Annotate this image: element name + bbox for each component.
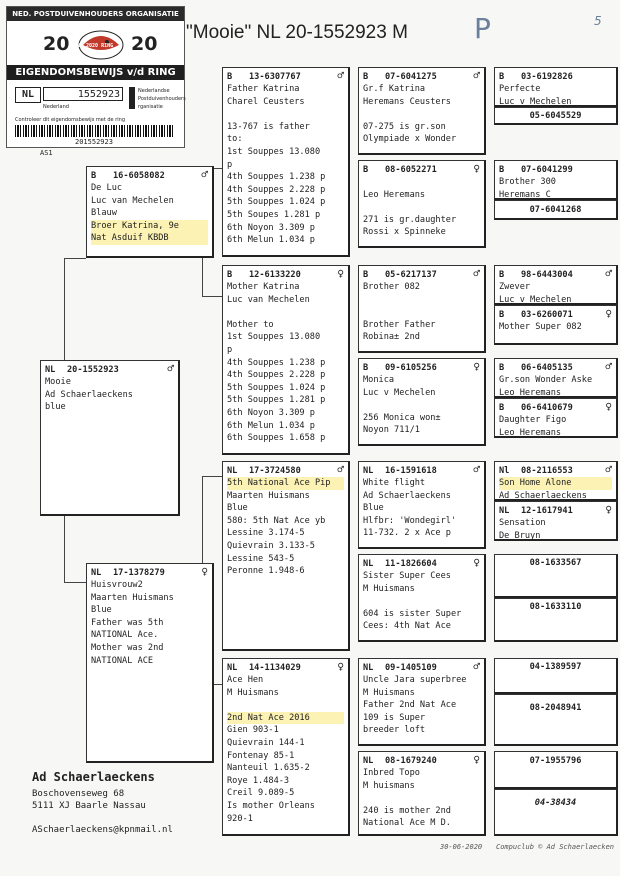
card-header <box>499 465 612 477</box>
card-line: 240 is mother 2nd <box>363 805 451 816</box>
card-line: Blue <box>91 605 112 616</box>
card-header <box>227 71 344 83</box>
card-line: Luc v Mechelen <box>499 96 572 107</box>
country-code: B <box>227 270 233 280</box>
stray-text: AS1 <box>40 149 53 157</box>
card-line: Heremans Ceusters <box>363 96 451 107</box>
card-header <box>363 755 480 767</box>
sticker-side-text <box>138 87 186 111</box>
card-line: Luc v Mechelen <box>499 294 572 305</box>
country-code: B <box>363 270 369 280</box>
connector <box>64 258 65 362</box>
software-credit: Compuclub © Ad Schaerlaecken <box>496 843 615 851</box>
sticker-year-right: 20 <box>131 33 158 55</box>
sticker-country: NL <box>15 87 41 103</box>
sex-icon: ♂ <box>473 267 480 280</box>
sex-icon: ♂ <box>167 362 174 375</box>
card-line: 13-767 is father <box>227 121 310 132</box>
ring-number: 07-6041299 <box>521 165 573 175</box>
card-header <box>363 269 480 281</box>
sticker-barcode-number: 201552923 <box>75 138 113 146</box>
card-line: Maarten Huismans <box>227 490 310 501</box>
ring-number: 20-1552923 <box>67 365 119 375</box>
card-line: Huisvrouw2 <box>91 580 143 590</box>
ring-number: 09-6105256 <box>385 363 437 373</box>
card-line <box>227 699 344 712</box>
sticker-banner: EIGENDOMSBEWIJS v/d RING <box>7 65 184 80</box>
connector <box>202 296 222 297</box>
ring-number: 06-6405135 <box>521 363 573 373</box>
country-code: B <box>499 165 505 175</box>
card-header <box>227 662 344 674</box>
ring-number: 08-1679240 <box>385 756 437 766</box>
card-line: Ad Schaerlaeckens <box>499 490 587 501</box>
sticker-ring-number: 1552923 <box>43 87 123 101</box>
ring-number: 12-6133220 <box>249 270 301 280</box>
ring-only-box <box>494 200 618 220</box>
card-line: Perfecte <box>499 84 541 94</box>
card-line: NATIONAL Ace. <box>91 630 159 641</box>
card-line <box>363 108 480 121</box>
card-line: Blue <box>227 503 248 514</box>
card-line: Inbred Topo <box>363 768 420 778</box>
pedigree-card-sds <box>358 265 486 353</box>
country-code: B <box>499 363 505 373</box>
pedigree-card-sss <box>358 67 486 155</box>
card-header <box>45 364 174 376</box>
card-header <box>499 402 612 414</box>
country-code: NL <box>363 466 374 476</box>
card-header <box>363 164 480 176</box>
pedigree-card-g9 <box>494 461 618 501</box>
ring-only-box <box>494 554 618 598</box>
card-line: to: <box>227 134 243 145</box>
card-line: Hlfbr: 'Wondegirl' <box>363 515 457 526</box>
ring-number: 05-6045529 <box>529 111 582 121</box>
card-line: M Huismans <box>227 687 279 698</box>
ring-number: 08-1633110 <box>529 602 582 612</box>
card-line: 07-275 is gr.son <box>363 121 446 132</box>
card-line: Daughter Figo <box>499 415 567 425</box>
card-line: M Huismans <box>363 583 415 594</box>
ring-number: 14-1134029 <box>249 663 301 673</box>
card-header <box>499 71 612 83</box>
card-line: M huismans <box>363 780 415 791</box>
ring-number: 05-6217137 <box>385 270 437 280</box>
pedigree-card-dss <box>358 461 486 549</box>
card-line: Is mother Orleans <box>227 800 315 811</box>
pedigree-card-g7 <box>494 358 618 398</box>
sex-icon: ♀ <box>605 503 612 516</box>
sex-icon: ♀ <box>605 400 612 413</box>
card-line: Father was 5th <box>91 617 164 628</box>
card-line: Cees: 4th Nat Ace <box>363 621 451 632</box>
card-line: Quievrain 144-1 <box>227 737 305 748</box>
card-line: Mother to <box>227 319 274 330</box>
pen-mark: P <box>474 12 491 45</box>
country-code: NL <box>363 559 374 569</box>
card-header <box>363 558 480 570</box>
card-line <box>363 201 480 214</box>
sticker-year-left: 20 <box>43 33 70 55</box>
card-line: Mother was 2nd <box>91 642 164 653</box>
card-line: Gr.f Katrina <box>363 84 426 94</box>
pedigree-card-g3 <box>494 160 618 200</box>
connector <box>64 516 65 582</box>
card-line: Brother 082 <box>363 282 420 292</box>
ring-number: 08-1633567 <box>529 558 582 568</box>
card-line: blue <box>45 402 66 413</box>
sex-icon: ♀ <box>473 162 480 175</box>
sex-icon: ♂ <box>605 360 612 373</box>
sex-icon: ♀ <box>337 267 344 280</box>
ring-number: 08-2116553 <box>521 466 573 476</box>
card-line: Nat Asduif KBDB <box>91 232 208 245</box>
card-line: Creil 9.089-5 <box>227 788 295 799</box>
card-line: Ace Hen <box>227 675 264 685</box>
ring-number: 16-6058082 <box>113 171 165 181</box>
card-line: 6th Souppes 1.658 p <box>227 433 326 444</box>
barcode <box>15 125 175 137</box>
ring-number: 07-6041275 <box>385 72 437 82</box>
card-header <box>499 309 612 321</box>
card-line: Mother Katrina <box>227 282 300 292</box>
card-line: Leo Heremans <box>499 427 562 438</box>
sex-icon: ♂ <box>473 660 480 673</box>
card-line: Lessine 3.174-5 <box>227 528 305 539</box>
card-header <box>227 269 344 281</box>
card-line: Brother Father <box>363 319 436 330</box>
corner-mark: 5 <box>594 14 602 28</box>
card-line: 6th Noyon 3.309 p <box>227 222 315 233</box>
card-line: Ad Schaerlaeckens <box>363 490 451 501</box>
sex-icon: ♂ <box>337 69 344 82</box>
card-line: Leo Heremans <box>363 189 426 200</box>
card-line: Monica <box>363 375 395 385</box>
card-header <box>363 362 480 374</box>
sticker-side-line: Nederlandse <box>138 88 170 94</box>
card-line: 109 is Super <box>363 712 426 723</box>
card-line: Quievrain 3.133-5 <box>227 540 315 551</box>
sex-icon: ♂ <box>605 267 612 280</box>
sex-icon: ♂ <box>605 463 612 476</box>
card-line: Broer Katrina, 9e <box>91 220 208 233</box>
card-header <box>227 465 344 477</box>
card-line: Mooie <box>45 377 71 387</box>
ring-number: 16-1591618 <box>385 466 437 476</box>
sticker-ring-label: NL 2020 RING <box>77 43 114 49</box>
pedigree-card-sire <box>86 166 214 258</box>
ring-number: 13-6307767 <box>249 72 301 82</box>
sex-icon: ♂ <box>201 168 208 181</box>
card-line: p <box>227 159 233 170</box>
card-line: p <box>227 344 233 355</box>
pedigree-card-ddd <box>358 751 486 836</box>
card-header <box>363 71 480 83</box>
ring-number: 03-6192826 <box>521 72 573 82</box>
card-line: 6th Noyon 3.309 p <box>227 407 315 418</box>
sticker-side-line: rganisatie <box>138 104 163 110</box>
ring-number: 06-6410679 <box>521 403 573 413</box>
ring-only-box <box>494 751 618 789</box>
card-line: 1st Souppes 13.080 <box>227 146 321 157</box>
country-code: Nl <box>499 466 510 476</box>
card-line: De Luc <box>91 183 123 193</box>
country-code: NL <box>499 506 510 516</box>
ring-certificate-sticker <box>6 6 185 148</box>
ring-number: 11-1826604 <box>385 559 437 569</box>
card-line: 1st Souppes 13.080 <box>227 332 321 343</box>
card-line <box>227 306 344 319</box>
ring-number: 03-6260071 <box>521 310 573 320</box>
country-code: NL <box>363 756 374 766</box>
card-header <box>499 164 612 176</box>
card-line: breeder loft <box>363 725 426 736</box>
card-line: 920-1 <box>227 813 253 824</box>
country-code: NL <box>45 365 56 375</box>
sticker-org: NED. POSTDUIVENHOUDERS ORGANISATIE <box>7 7 184 21</box>
ring-number: 04-1389597 <box>529 662 582 672</box>
pedigree-card-dd <box>222 658 350 836</box>
card-line: Nanteuil 1.635-2 <box>227 763 310 774</box>
country-code: B <box>363 165 369 175</box>
card-line: 5th Souppes 1.024 p <box>227 197 326 208</box>
card-line <box>363 176 480 189</box>
card-line: Ad Schaerlaeckens <box>45 389 133 400</box>
pedigree-card-sd <box>222 265 350 455</box>
sex-icon: ♀ <box>473 753 480 766</box>
ring-number: 07-1955796 <box>529 756 582 766</box>
country-code: B <box>91 171 97 181</box>
sex-icon: ♀ <box>473 556 480 569</box>
card-line: Luc van Mechelen <box>91 195 174 206</box>
card-line <box>363 595 480 608</box>
country-code: NL <box>91 568 102 578</box>
page-title: "Mooie" NL 20-1552923 M <box>186 22 408 43</box>
card-line <box>363 399 480 412</box>
card-header <box>363 662 480 674</box>
sex-icon: ♂ <box>473 69 480 82</box>
card-header <box>91 567 208 579</box>
card-line: Uncle Jara superbree <box>363 675 467 685</box>
card-line: 5th Souppes 1.024 p <box>227 382 326 393</box>
owner-email: ASchaerlaeckens@kpnmail.nl <box>32 825 173 835</box>
ring-only-box <box>494 694 618 746</box>
card-line: Brother 300 <box>499 177 556 187</box>
card-line: Son Home Alone <box>499 477 612 490</box>
card-line: 5th Souppes 1.281 p <box>227 395 326 406</box>
card-line: Blauw <box>91 208 117 219</box>
sex-icon: ♂ <box>337 463 344 476</box>
card-line: 6th Melun 1.034 p <box>227 420 315 431</box>
country-code: B <box>499 310 505 320</box>
country-code: NL <box>363 663 374 673</box>
pedigree-card-dds <box>358 658 486 746</box>
card-line: 4th Souppes 1.238 p <box>227 172 326 183</box>
card-line: Olympiade x Wonder <box>363 134 457 145</box>
card-line: Lessine 543-5 <box>227 553 295 564</box>
card-line: Father 2nd Nat Ace <box>363 700 457 711</box>
card-line: Fontenay 85-1 <box>227 750 295 761</box>
ring-number: 08-2048941 <box>529 703 582 713</box>
pedigree-card-dsd <box>358 554 486 642</box>
card-line: Gien 903-1 <box>227 725 279 736</box>
card-line: Luc van Mechelen <box>227 294 310 305</box>
ring-number: 04-38434 <box>534 798 577 808</box>
card-line: Gr.son Wonder Aske <box>499 375 593 385</box>
card-line <box>363 294 480 307</box>
sticker-nederland: Nederland <box>43 104 69 110</box>
sex-icon: ♀ <box>473 360 480 373</box>
pedigree-card-ss <box>222 67 350 257</box>
card-line: Luc v Mechelen <box>363 387 436 398</box>
country-code: NL <box>227 663 238 673</box>
card-line: NATIONAL ACE <box>91 655 154 666</box>
sticker-footer: Controleer dit eigendomsbewijs met de ring <box>15 117 126 123</box>
card-line: National Ace M D. <box>363 818 451 829</box>
ring-number: 09-1405109 <box>385 663 437 673</box>
sex-icon: ♂ <box>473 463 480 476</box>
card-line: Heremans C <box>499 189 551 200</box>
card-line <box>363 792 480 805</box>
ring-number: 17-1378279 <box>113 568 165 578</box>
card-line: 256 Monica won± <box>363 412 441 423</box>
ring-only-box <box>494 598 618 642</box>
country-code: B <box>363 72 369 82</box>
pedigree-card-dam <box>86 563 214 763</box>
owner-street: Boschovenseweg 68 <box>32 789 125 799</box>
country-code: B <box>499 403 505 413</box>
card-line: Charel Ceusters <box>227 96 305 107</box>
ring-number: 17-3724580 <box>249 466 301 476</box>
card-line: Peronne 1.948-6 <box>227 566 305 577</box>
ring-number: 08-6052271 <box>385 165 437 175</box>
card-line: Leo Heremans <box>499 387 562 398</box>
card-header <box>499 505 612 517</box>
sex-icon: ♀ <box>201 565 208 578</box>
country-code: B <box>363 363 369 373</box>
connector <box>64 258 86 259</box>
connector <box>202 476 222 477</box>
card-line: 4th Souppes 1.238 p <box>227 357 326 368</box>
owner-name: Ad Schaerlaeckens <box>32 770 155 784</box>
ring-only-box <box>494 789 618 836</box>
ring-number: 98-6443004 <box>521 270 573 280</box>
card-line: Robina± 2nd <box>363 332 420 343</box>
card-line: Mother Super 082 <box>499 322 582 332</box>
card-header <box>499 269 612 281</box>
card-header <box>363 465 480 477</box>
card-line: 6th Melun 1.034 p <box>227 235 315 246</box>
card-line: Rossi x Spinneke <box>363 227 446 238</box>
card-line: Blue <box>363 503 384 514</box>
ring-number: 12-1617941 <box>521 506 573 516</box>
card-line: Zwever <box>499 282 531 292</box>
country-code: B <box>227 72 233 82</box>
card-line: De Bruyn <box>499 530 541 541</box>
card-line <box>363 306 480 319</box>
card-line: 604 is sister Super <box>363 608 462 619</box>
ring-number: 07-6041268 <box>529 205 582 215</box>
print-date: 30-06-2020 <box>440 843 483 851</box>
card-line: Noyon 711/1 <box>363 425 420 436</box>
sex-icon: ♀ <box>337 660 344 673</box>
pedigree-card-subject <box>40 360 180 516</box>
card-line: Sensation <box>499 518 546 528</box>
country-code: B <box>499 72 505 82</box>
card-line: Sister Super Cees <box>363 571 451 581</box>
card-line <box>227 108 344 121</box>
sex-icon: ♀ <box>605 307 612 320</box>
card-line: Maarten Huismans <box>91 592 174 603</box>
pedigree-card-g5 <box>494 265 618 305</box>
card-header <box>499 362 612 374</box>
card-line: Roye 1.484-3 <box>227 775 290 786</box>
card-line: 5th Soupes 1.281 p <box>227 209 321 220</box>
card-line: 2nd Nat Ace 2016 <box>227 712 344 725</box>
country-code: B <box>499 270 505 280</box>
country-code: NL <box>227 466 238 476</box>
pedigree-card-g8 <box>494 398 618 438</box>
card-line: 11-732. 2 x Ace p <box>363 528 451 539</box>
pedigree-card-g6 <box>494 305 618 345</box>
card-line: 4th Souppes 2.228 p <box>227 370 326 381</box>
owner-city: 5111 XJ Baarle Nassau <box>32 801 146 811</box>
card-line: 271 is gr.daughter <box>363 214 457 225</box>
pedigree-card-ds <box>222 461 350 651</box>
sticker-side-mark <box>129 87 135 109</box>
connector <box>64 582 86 583</box>
pedigree-card-sdd <box>358 358 486 446</box>
card-line: M Huismans <box>363 687 415 698</box>
card-line: White flight <box>363 478 426 488</box>
card-line: 580: 5th Nat Ace yb <box>227 515 326 526</box>
ring-only-box <box>494 107 618 125</box>
pedigree-card-ssd <box>358 160 486 248</box>
pedigree-card-g1 <box>494 67 618 107</box>
pedigree-card-g10 <box>494 501 618 541</box>
sticker-side-line: Postduivenhouders <box>138 96 186 102</box>
card-line: 5th National Ace Pip <box>227 477 344 490</box>
card-line: Father Katrina <box>227 84 300 94</box>
card-line: 4th Souppes 2.228 p <box>227 184 326 195</box>
card-header <box>91 170 208 182</box>
ring-only-box <box>494 658 618 694</box>
